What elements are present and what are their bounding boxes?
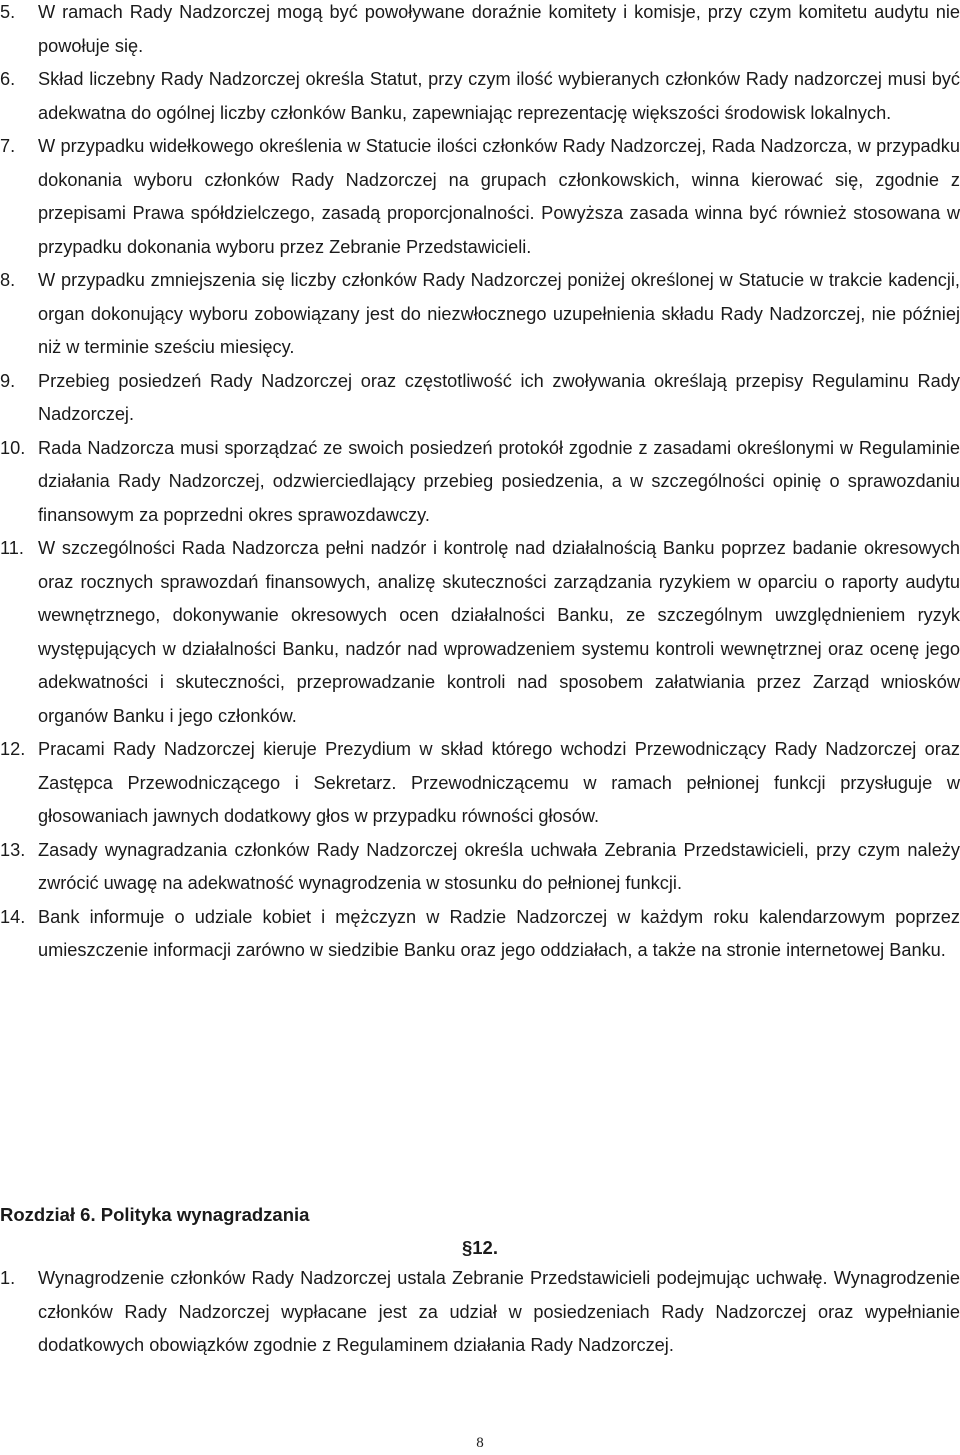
item-number: 5. — [0, 2, 16, 22]
list-item — [0, 0, 960, 63]
item-text: W przypadku zmniejszenia się liczby członków Rady Nadzorczej poniżej określonej w Statucie w trakcie kadencji, organ dokonujący wyboru zobowiązany jest do niezwłocznego uzupełnienia składu Rady Nadzorczej, nie później niż w terminie sześciu miesięcy. — [38, 270, 960, 357]
item-number: 11. — [0, 538, 24, 558]
item-text: Zasady wynagradzania członków Rady Nadzorczej określa uchwała Zebrania Przedstawicieli, przy czym należy zwrócić uwagę na adekwatność wynagrodzenia w stosunku do pełnionej funkcji. — [38, 839, 960, 893]
item-text: Wynagrodzenie członków Rady Nadzorczej ustala Zebranie Przedstawicieli podejmując uchwałę. Wynagrodzenie członków Rady Nadzorczej wypłacane jest za udział w posiedzeniach Rady Nadzorczej oraz wypełnianie dodatkowych obowiązków zgodnie z Regulaminem działania Rady Nadzorczej. — [38, 1268, 960, 1355]
remuneration-provisions-list — [0, 1262, 960, 1363]
page-number: 8 — [476, 1435, 484, 1451]
item-text: W szczególności Rada Nadzorcza pełni nadzór i kontrolę nad działalnością Banku poprzez badanie okresowych oraz rocznych sprawozdań finansowych, analizę skuteczności zarządzania ryzykiem w oparciu o raporty audytu wewnętrznego, dokonywanie okresowych ocen działalności Banku, ze szczególnym uwzględnieniem ryzyk występujących w działalności Banku, nadzór nad wprowadzeniem systemu kontroli wewnętrznej oraz ocenę jego adekwatności i skuteczności, przeprowadzanie kontroli nad sposobem załatwiania przez Zarząd wniosków organów Banku i jego członków. — [38, 538, 960, 726]
item-text: Bank informuje o udziale kobiet i mężczyzn w Radzie Nadzorczej w każdym roku kalendarzowym poprzez umieszczenie informacji zarówno w siedzibie Banku oraz jego oddziałach, a także na stronie internetowej Banku. — [38, 906, 960, 960]
chapter-heading: Rozdział 6. Polityka wynagradzania — [0, 1204, 310, 1225]
item-number: 7. — [0, 136, 16, 156]
list-item — [0, 733, 960, 834]
item-number: 12. — [0, 739, 26, 759]
item-text: W przypadku widełkowego określenia w Statucie ilości członków Rady Nadzorczej, Rada Nadzorcza, w przypadku dokonania wyboru członków Rady Nadzorczej na grupach członkowskich, winna kierować się, zgodnie z przepisami Prawa spółdzielczego, zasadą proporcjonalności. Powyższa zasada winna być również stosowana w przypadku dokonania wyboru przez Zebranie Przedstawicieli. — [38, 136, 960, 257]
section-mark: §12. — [461, 1237, 498, 1258]
item-number: 9. — [0, 370, 16, 391]
item-number: 1. — [0, 1268, 16, 1288]
item-number: 13. — [0, 839, 26, 860]
list-item — [0, 63, 960, 130]
list-item — [0, 1262, 960, 1363]
list-item — [0, 432, 960, 533]
item-text: Pracami Rady Nadzorczej kieruje Prezydium w skład którego wchodzi Przewodniczący Rady Nadzorczej oraz Zastępca Przewodniczącego i Sekretarz. Przewodniczącemu w ramach pełnionej funkcji przysługuje w głosowaniach jawnych dodatkowy głos w przypadku równości głosów. — [38, 739, 960, 826]
list-item — [0, 901, 960, 968]
item-number: 6. — [0, 69, 16, 89]
item-text: W ramach Rady Nadzorczej mogą być powoływane doraźnie komitety i komisje, przy czym komitetu audytu nie powołuje się. — [38, 2, 960, 56]
list-item — [0, 532, 960, 733]
item-number: 10. — [0, 437, 26, 458]
item-text: Rada Nadzorcza musi sporządzać ze swoich posiedzeń protokół zgodnie z zasadami określonymi w Regulaminie działania Rady Nadzorczej, odzwierciedlający przebieg posiedzenia, a w szczególności opinię o sprawozdaniu finansowym za poprzedni okres sprawozdawczy. — [38, 437, 960, 525]
item-number: 14. — [0, 906, 26, 927]
item-text: Przebieg posiedzeń Rady Nadzorczej oraz częstotliwość ich zwoływania określają przepisy Regulaminu Rady Nadzorczej. — [38, 370, 960, 424]
list-item — [0, 365, 960, 432]
list-item — [0, 130, 960, 264]
item-text: Skład liczebny Rady Nadzorczej określa Statut, przy czym ilość wybieranych członków Rady nadzorczej musi być adekwatna do ogólnej liczby członków Banku, zapewniając reprezentację większości środowisk lokalnych. — [38, 69, 960, 123]
item-number: 8. — [0, 270, 16, 290]
list-item — [0, 834, 960, 901]
list-item — [0, 264, 960, 365]
